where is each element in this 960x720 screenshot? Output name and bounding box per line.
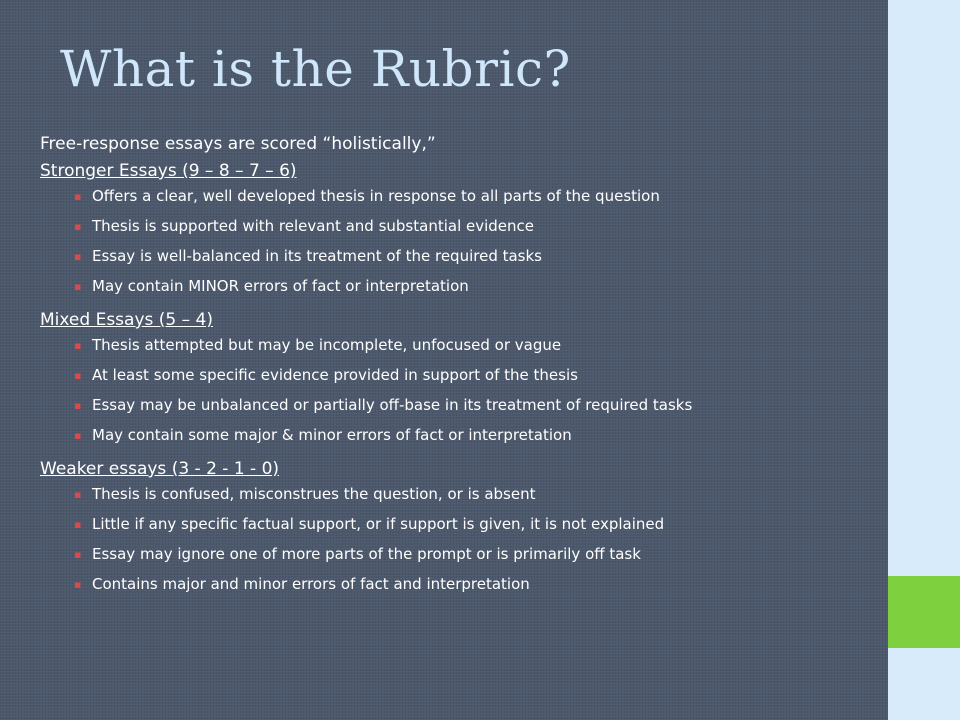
bullet-icon: ▪ — [74, 399, 82, 412]
bullet-icon: ▪ — [74, 578, 82, 591]
list-item: ▪ Thesis is supported with relevant and substantial evidence — [74, 217, 535, 235]
bullet-icon: ▪ — [74, 190, 82, 203]
mixed-criteria-list — [40, 336, 870, 445]
section-heading-weaker: Weaker essays (3 - 2 - 1 - 0) — [40, 459, 280, 479]
list-item: ▪ Offers a clear, well developed thesis in response to all parts of the question — [74, 187, 660, 205]
list-item: ▪ May contain some major & minor errors of fact or interpretation — [74, 426, 572, 444]
list-item: ▪ Little if any specific factual support, or if support is given, it is not explained — [74, 515, 665, 533]
intro-text: Free-response essays are scored “holistically,” — [40, 134, 436, 154]
bullet-icon: ▪ — [74, 369, 82, 382]
list-item: ▪ Contains major and minor errors of fact and interpretation — [74, 575, 530, 593]
slide-title: What is the Rubric? — [60, 40, 571, 98]
bullet-icon: ▪ — [74, 220, 82, 233]
bullet-icon: ▪ — [74, 548, 82, 561]
bullet-icon: ▪ — [74, 280, 82, 293]
side-accent-block — [888, 576, 960, 648]
list-item: ▪ Essay may ignore one of more parts of the prompt or is primarily off task — [74, 545, 641, 563]
slide-body — [40, 131, 870, 605]
section-heading-mixed: Mixed Essays (5 – 4) — [40, 310, 213, 330]
list-item: ▪ At least some specific evidence provided in support of the thesis — [74, 366, 578, 384]
weaker-criteria-list — [40, 485, 870, 594]
list-item: ▪ Essay is well-balanced in its treatment of the required tasks — [74, 247, 542, 265]
list-item: ▪ May contain MINOR errors of fact or interpretation — [74, 277, 469, 295]
list-item: ▪ Thesis attempted but may be incomplete, unfocused or vague — [74, 336, 562, 354]
list-item: ▪ Essay may be unbalanced or partially off-base in its treatment of required tasks — [74, 396, 693, 414]
bullet-icon: ▪ — [74, 250, 82, 263]
bullet-icon: ▪ — [74, 488, 82, 501]
bullet-icon: ▪ — [74, 429, 82, 442]
stronger-criteria-list — [40, 187, 870, 296]
list-item: ▪ Thesis is confused, misconstrues the question, or is absent — [74, 485, 536, 503]
bullet-icon: ▪ — [74, 339, 82, 352]
section-heading-stronger: Stronger Essays (9 – 8 – 7 – 6) — [40, 161, 297, 181]
bullet-icon: ▪ — [74, 518, 82, 531]
